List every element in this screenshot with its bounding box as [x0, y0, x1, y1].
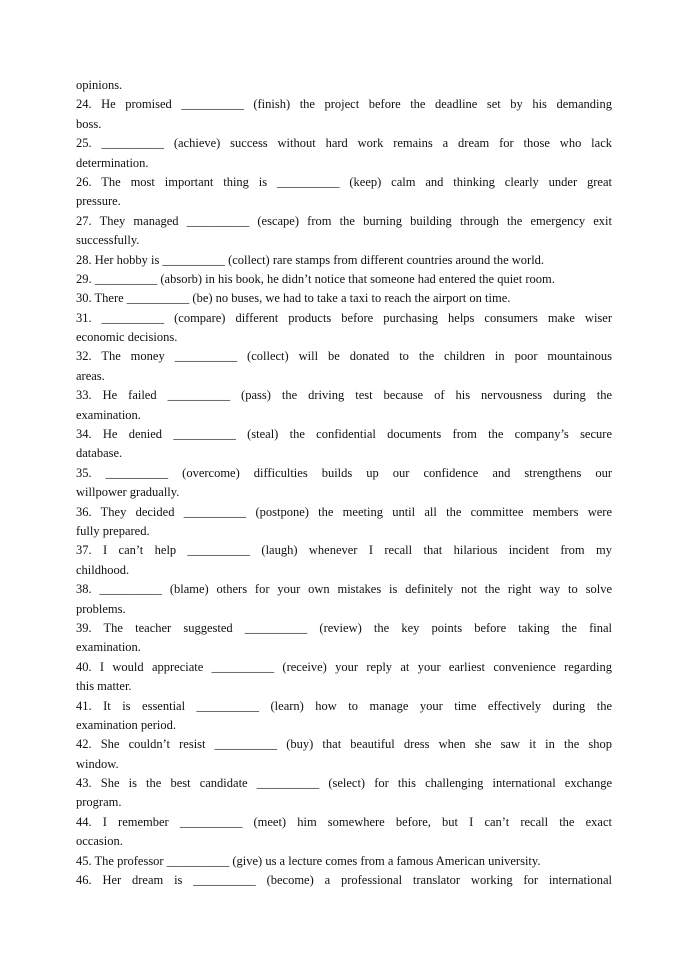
text-line: 37. I can’t help __________ (laugh) whenever I recall that hilarious incident from my: [76, 543, 612, 558]
text-line: opinions.: [76, 78, 123, 92]
text-line: 35. __________ (overcome) difficulties builds up our confidence and strengthens our: [76, 465, 612, 480]
text-line: 40. I would appreciate __________ (receive) your reply at your earliest convenience regarding: [76, 659, 612, 674]
text-line: 38. __________ (blame) others for your own mistakes is definitely not the right way to solve: [76, 582, 612, 597]
text-line: 34. He denied __________ (steal) the confidential documents from the company’s secure: [76, 427, 612, 442]
text-line: examination.: [76, 640, 141, 655]
text-line: occasion.: [76, 834, 123, 849]
text-line: pressure.: [76, 194, 121, 209]
text-line: 39. The teacher suggested __________ (review) the key points before taking the final: [76, 620, 612, 635]
text-line: 43. She is the best candidate __________ (select) for this challenging international exchange: [76, 776, 612, 791]
text-line: 30. There __________ (be) no buses, we had to take a taxi to reach the airport on time.: [76, 291, 511, 306]
text-line: examination.: [76, 407, 141, 422]
text-line: 36. They decided __________ (postpone) the meeting until all the committee members were: [76, 504, 612, 519]
text-line: 29. __________ (absorb) in his book, he didn’t notice that someone had entered the quiet room.: [76, 271, 555, 286]
text-line: examination period.: [76, 717, 176, 732]
text-line: areas.: [76, 368, 105, 383]
text-line: 42. She couldn’t resist __________ (buy) that beautiful dress when she saw it in the shop: [76, 737, 612, 752]
text-line: program.: [76, 795, 122, 810]
text-line: economic decisions.: [76, 330, 178, 345]
text-line: boss.: [76, 116, 102, 131]
text-line: fully prepared.: [76, 523, 150, 538]
text-line: determination.: [76, 155, 149, 170]
text-line: this matter.: [76, 679, 132, 694]
text-line: willpower gradually.: [76, 485, 180, 500]
exercise-text: [76, 76, 612, 890]
text-line: 44. I remember __________ (meet) him somewhere before, but I can’t recall the exact: [76, 814, 612, 829]
text-line: database.: [76, 446, 123, 461]
text-line: childhood.: [76, 562, 130, 577]
text-line: window.: [76, 756, 119, 771]
text-line: 28. Her hobby is __________ (collect) rare stamps from different countries around the world.: [76, 252, 545, 267]
text-line: 33. He failed __________ (pass) the driving test because of his nervousness during the: [76, 388, 612, 403]
text-line: successfully.: [76, 233, 140, 248]
text-line: 27. They managed __________ (escape) from the burning building through the emergency exit: [76, 213, 612, 228]
text-line: 45. The professor __________ (give) us a lecture comes from a famous American university.: [76, 853, 541, 868]
text-line: problems.: [76, 601, 126, 616]
text-line: 46. Her dream is __________ (become) a professional translator working for international: [76, 873, 612, 888]
text-line: 25. __________ (achieve) success without hard work remains a dream for those who lack: [76, 136, 612, 151]
text-line: 41. It is essential __________ (learn) how to manage your time effectively during the: [76, 698, 612, 713]
text-line: 26. The most important thing is __________ (keep) calm and thinking clearly under great: [76, 174, 612, 189]
text-line: 31. __________ (compare) different products before purchasing helps consumers make wiser: [76, 310, 612, 325]
text-line: 24. He promised __________ (finish) the project before the deadline set by his demanding: [76, 97, 612, 112]
text-line: 32. The money __________ (collect) will be donated to the children in poor mountainous: [76, 349, 612, 364]
